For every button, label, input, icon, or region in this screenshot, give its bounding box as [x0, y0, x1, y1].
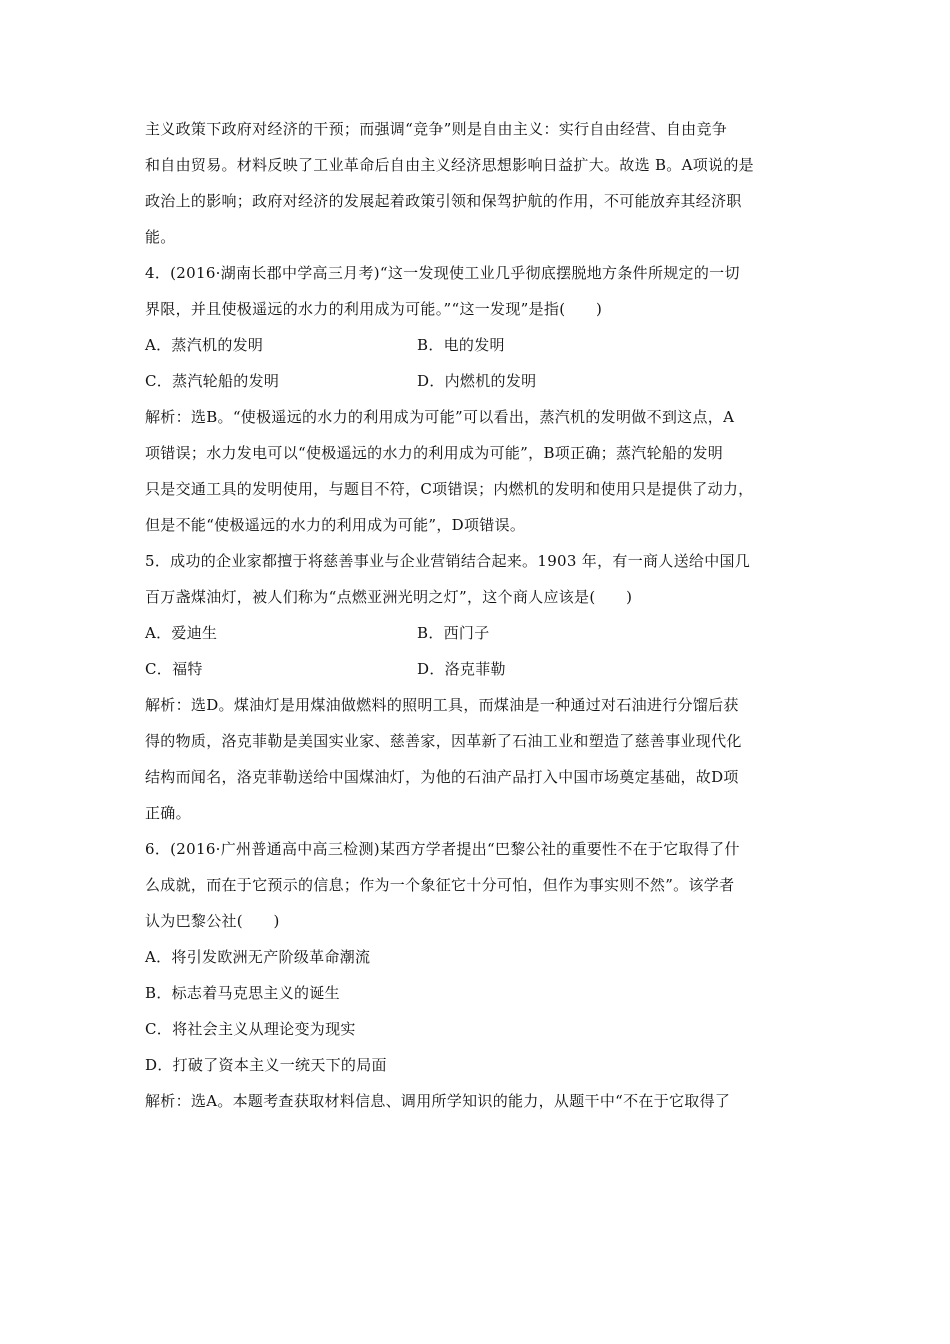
text-line: 6．(2016·广州普通高中高三检测)某西方学者提出“巴黎公社的重要性不在于它取得了什 — [145, 840, 740, 858]
option-row — [145, 336, 809, 354]
text-line: 项错误；水力发电可以“使极遥远的水力的利用成为可能”，B项正确；蒸汽轮船的发明 — [145, 444, 724, 462]
option-c: C．福特 — [145, 660, 203, 678]
option-a: A．蒸汽机的发明 — [145, 336, 264, 354]
text-line: 么成就，而在于它预示的信息；作为一个象征它十分可怕，但作为事实则不然”。该学者 — [145, 876, 735, 894]
text-line: 只是交通工具的发明使用，与题目不符，C项错误；内燃机的发明和使用只是提供了动力， — [145, 480, 754, 498]
question-4 — [145, 264, 809, 534]
option-c: C．蒸汽轮船的发明 — [145, 372, 280, 390]
option-row — [145, 660, 809, 678]
text-line: 能。 — [145, 228, 176, 246]
question-6 — [145, 840, 809, 1110]
text-line: 结构而闻名，洛克菲勒送给中国煤油灯，为他的石油产品打入中国市场奠定基础，故D项 — [145, 768, 739, 786]
answer-analysis — [145, 696, 809, 822]
text-line: 政治上的影响；政府对经济的发展起着政策引领和保驾护航的作用，不可能放弃其经济职 — [145, 192, 742, 210]
previous-analysis-continuation — [145, 120, 809, 246]
text-line: 界限，并且使极遥远的水力的利用成为可能。”“这一发现”是指( ) — [145, 300, 603, 318]
answer-analysis — [145, 1092, 809, 1110]
text-line: 解析：选D。煤油灯是用煤油做燃料的照明工具，而煤油是一种通过对石油进行分馏后获 — [145, 696, 739, 714]
option-row — [145, 624, 809, 642]
text-line: 4．(2016·湖南长郡中学高三月考)“这一发现使工业几乎彻底摆脱地方条件所规定的一切 — [145, 264, 740, 282]
option-a: A．将引发欧洲无产阶级革命潮流 — [145, 948, 371, 966]
text-line: 解析：选B。“使极遥远的水力的利用成为可能”可以看出，蒸汽机的发明做不到这点，A — [145, 408, 735, 426]
question-5 — [145, 552, 809, 822]
option-d: D．打破了资本主义一统天下的局面 — [145, 1056, 387, 1074]
option-b: B．西门子 — [417, 624, 490, 642]
answer-analysis — [145, 408, 809, 534]
question-stem — [145, 264, 809, 318]
text-line: 认为巴黎公社( ) — [145, 912, 280, 930]
question-stem — [145, 840, 809, 930]
page-content — [145, 120, 809, 1128]
option-d: D．洛克菲勒 — [417, 660, 506, 678]
text-line: 正确。 — [145, 804, 191, 822]
text-line: 解析：选A。本题考查获取材料信息、调用所学知识的能力，从题干中“不在于它取得了 — [145, 1092, 731, 1110]
question-stem — [145, 552, 809, 606]
text-line: 和自由贸易。材料反映了工业革命后自由主义经济思想影响日益扩大。故选 B。A项说的是 — [145, 156, 754, 174]
option-b: B．标志着马克思主义的诞生 — [145, 984, 340, 1002]
option-d: D．内燃机的发明 — [417, 372, 537, 390]
text-line: 5．成功的企业家都擅于将慈善事业与企业营销结合起来。1903 年，有一商人送给中国几 — [145, 552, 751, 570]
option-row — [145, 372, 809, 390]
text-line: 主义政策下政府对经济的干预；而强调“竞争”则是自由主义：实行自由经营、自由竞争 — [145, 120, 728, 138]
text-line: 得的物质，洛克菲勒是美国实业家、慈善家，因革新了石油工业和塑造了慈善事业现代化 — [145, 732, 742, 750]
text-line: 但是不能“使极遥远的水力的利用成为可能”，D项错误。 — [145, 516, 526, 534]
text-line: 百万盏煤油灯，被人们称为“点燃亚洲光明之灯”，这个商人应该是( ) — [145, 588, 633, 606]
option-b: B．电的发明 — [417, 336, 505, 354]
option-c: C．将社会主义从理论变为现实 — [145, 1020, 356, 1038]
option-a: A．爱迪生 — [145, 624, 218, 642]
